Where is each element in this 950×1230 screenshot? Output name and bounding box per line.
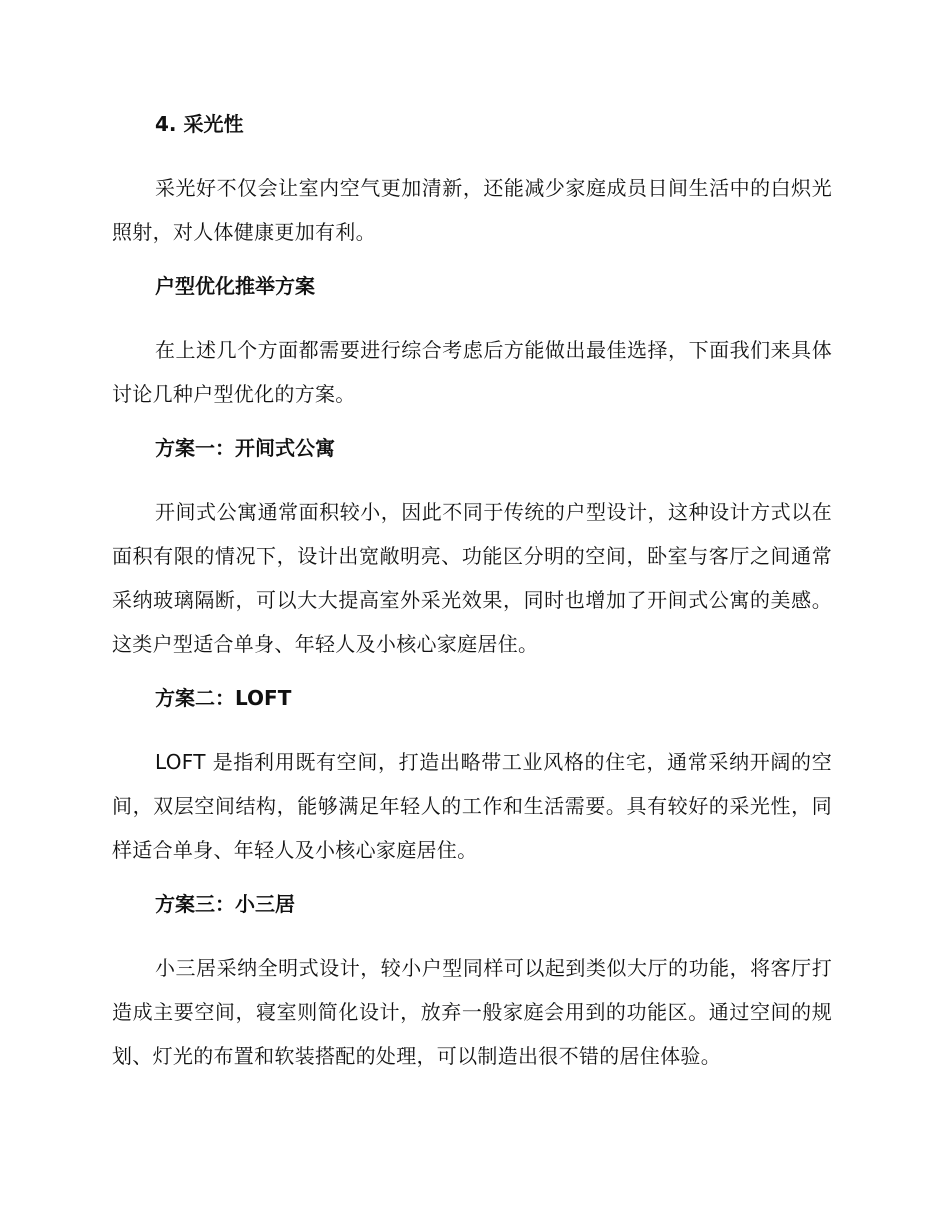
section-paragraph: 在上述几个方面都需要进行综合考虑后方能做出最佳选择，下面我们来具体讨论几种户型优化的方案。 xyxy=(112,338,832,406)
section-heading: 4. 采光性 xyxy=(155,112,244,136)
document-page xyxy=(112,108,832,1094)
section-heading: 方案一：开间式公寓 xyxy=(155,436,335,460)
section-heading: 户型优化推举方案 xyxy=(155,274,315,298)
section-plan-two xyxy=(112,682,832,872)
section-heading: 方案三：小三居 xyxy=(155,892,295,916)
section-plan-three xyxy=(112,888,832,1078)
section-paragraph: 开间式公寓通常面积较小，因此不同于传统的户型设计，这种设计方式以在面积有限的情况下，设计出宽敞明亮、功能区分明的空间，卧室与客厅之间通常采纳玻璃隔断，可以大大提高室外采光效果，同时也增加了开间式公寓的美感。这类户型适合单身、年轻人及小核心家庭居住。 xyxy=(112,500,832,656)
section-recommendations xyxy=(112,270,832,416)
section-plan-one xyxy=(112,432,832,666)
section-paragraph: LOFT 是指利用既有空间，打造出略带工业风格的住宅，通常采纳开阔的空间，双层空间结构，能够满足年轻人的工作和生活需要。具有较好的采光性，同样适合单身、年轻人及小核心家庭居住。 xyxy=(112,750,832,862)
section-lighting xyxy=(112,108,832,254)
section-paragraph: 小三居采纳全明式设计，较小户型同样可以起到类似大厅的功能，将客厅打造成主要空间，寝室则简化设计，放弃一般家庭会用到的功能区。通过空间的规划、灯光的布置和软装搭配的处理，可以制造出很不错的居住体验。 xyxy=(112,956,832,1068)
section-paragraph: 采光好不仅会让室内空气更加清新，还能减少家庭成员日间生活中的白炽光照射，对人体健康更加有利。 xyxy=(112,176,832,244)
section-heading: 方案二：LOFT xyxy=(155,686,292,710)
